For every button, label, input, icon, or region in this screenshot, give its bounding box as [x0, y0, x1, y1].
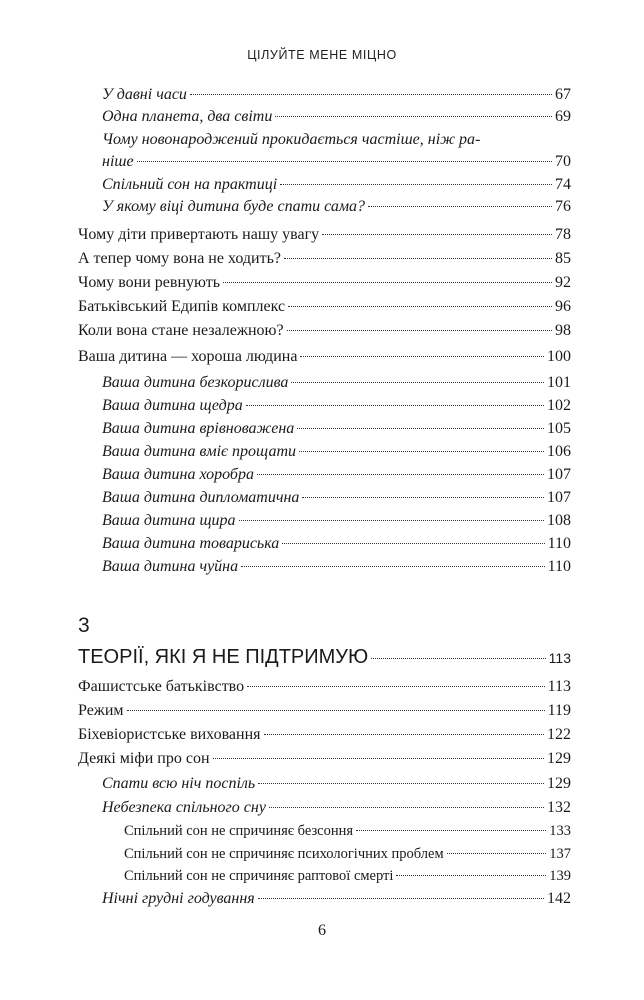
toc-leader — [287, 330, 552, 331]
toc-entry-page: 69 — [555, 108, 571, 125]
toc-entry-title: Деякі міфи про сон — [78, 750, 210, 767]
toc-entry-page: 106 — [547, 443, 571, 460]
toc-leader — [300, 356, 544, 357]
toc-entry — [78, 748, 571, 770]
toc-entry-page: 133 — [549, 823, 571, 839]
toc-entry — [102, 464, 571, 486]
toc-leader — [247, 686, 544, 687]
toc-leader — [288, 306, 552, 307]
toc-entry-page: 129 — [547, 750, 571, 767]
toc-leader — [396, 875, 546, 876]
toc-entry-title: Спільний сон не спричиняє раптової смерті — [124, 868, 394, 884]
toc-entry-title: ніше — [102, 153, 134, 170]
toc-entry — [102, 533, 571, 555]
toc-leader — [239, 520, 544, 521]
toc-entry-title: Спільний сон на практиці — [102, 176, 278, 193]
toc-leader — [137, 161, 552, 162]
toc-entry-title: А тепер чому вона не ходить? — [78, 250, 281, 267]
toc-entry-title: Чому вони ревнують — [78, 274, 221, 291]
toc-entry — [124, 820, 571, 842]
toc-entry-page: 98 — [555, 322, 571, 339]
toc-entry-page: 67 — [555, 86, 571, 103]
chapter-number: 3 — [78, 614, 90, 637]
toc-entry — [78, 700, 571, 722]
running-head: ЦІЛУЙТЕ МЕНЕ МІЦНО — [247, 48, 397, 62]
toc-entry — [78, 724, 571, 746]
toc-entry-page: 139 — [549, 868, 571, 884]
toc-leader — [371, 658, 545, 659]
toc-entry-title: Ваша дитина — хороша людина — [78, 348, 298, 365]
toc-leader — [356, 830, 546, 831]
toc-entry — [102, 196, 571, 218]
toc-entry-page: 113 — [547, 678, 571, 695]
toc-entry — [78, 248, 571, 270]
toc-entry — [102, 888, 571, 910]
toc-entry — [102, 372, 571, 394]
toc-entry-title: Ваша дитина хоробра — [102, 466, 254, 483]
toc-entry-title: Ваша дитина щедра — [102, 397, 243, 414]
toc-leader — [241, 566, 544, 567]
toc-entry-page: 74 — [555, 176, 571, 193]
toc-entry-title: Небезпека спільного сну — [102, 799, 266, 816]
toc-entry — [102, 487, 571, 509]
toc-entry — [102, 84, 571, 106]
chapter-title: ТЕОРІЇ, ЯКІ Я НЕ ПІДТРИМУЮ — [78, 646, 369, 668]
toc-entry-page: 85 — [555, 250, 571, 267]
toc-entry-title: Ваша дитина безкорислива — [102, 374, 289, 391]
toc-entry — [78, 296, 571, 318]
toc-entry-page: 76 — [555, 198, 571, 215]
toc-entry-title: Одна планета, два світи — [102, 108, 273, 125]
toc-entry-title: Режим — [78, 702, 124, 719]
toc-entry — [102, 510, 571, 532]
toc-entry-title: Спільний сон не спричиняє психологічних проблем — [124, 846, 444, 862]
toc-leader — [284, 258, 552, 259]
toc-entry-page: 137 — [549, 846, 571, 862]
toc-entry-title: Спільний сон не спричиняє безсоння — [124, 823, 354, 839]
toc-entry-page: 119 — [547, 702, 571, 719]
toc-entry — [124, 843, 571, 865]
toc-entry — [102, 556, 571, 578]
toc-leader — [322, 234, 552, 235]
toc-leader — [190, 94, 552, 95]
toc-entry-title: Спати всю ніч поспіль — [102, 775, 256, 792]
toc-leader — [223, 282, 552, 283]
toc-entry-page: 142 — [547, 890, 571, 907]
toc-entry — [124, 865, 571, 887]
toc-entry — [78, 676, 571, 698]
chapter-page: 113 — [548, 650, 571, 666]
toc-entry — [102, 773, 571, 795]
toc-entry-page: 78 — [555, 226, 571, 243]
toc-entry-page: 70 — [555, 153, 571, 170]
toc-entry-page: 122 — [547, 726, 571, 743]
page-number: 6 — [318, 922, 326, 939]
toc-leader — [447, 853, 547, 854]
toc-leader — [302, 497, 544, 498]
toc-entry-title: Біхевіористське виховання — [78, 726, 261, 743]
toc-entry-page: 108 — [547, 512, 571, 529]
toc-entry — [78, 224, 571, 246]
toc-leader — [246, 405, 544, 406]
toc-leader — [297, 428, 544, 429]
toc-leader — [368, 206, 552, 207]
toc-leader — [291, 382, 544, 383]
toc-entry-page: 96 — [555, 298, 571, 315]
table-of-contents — [78, 0, 571, 1000]
toc-entry-title-line1: Чому новонароджений прокидається частіше, ніж ра- — [102, 131, 481, 148]
toc-leader — [282, 543, 544, 544]
toc-leader — [257, 474, 544, 475]
toc-entry-page: 107 — [547, 489, 571, 506]
toc-entry-page: 102 — [547, 397, 571, 414]
toc-entry-title: У якому віці дитина буде спати сама? — [102, 198, 366, 215]
toc-entry-page: 110 — [547, 535, 571, 552]
chapter-heading — [78, 644, 571, 670]
toc-entry-title: Ваша дитина врівноважена — [102, 420, 295, 437]
toc-entry-title: У давні часи — [102, 86, 187, 103]
toc-entry-title: Ваша дитина чуйна — [102, 558, 239, 575]
toc-entry-title: Ваша дитина дипломатична — [102, 489, 300, 506]
toc-entry-page: 100 — [547, 348, 571, 365]
toc-entry-page: 107 — [547, 466, 571, 483]
toc-entry-title: Чому діти привертають нашу увагу — [78, 226, 320, 243]
toc-entry — [102, 151, 571, 173]
toc-entry-title: Ваша дитина щира — [102, 512, 236, 529]
toc-leader — [299, 451, 544, 452]
toc-entry-title: Фашистське батьківство — [78, 678, 245, 695]
toc-entry — [102, 106, 571, 128]
toc-entry — [102, 418, 571, 440]
toc-entry — [102, 797, 571, 819]
toc-entry — [102, 174, 571, 196]
toc-entry-title: Ваша дитина товариська — [102, 535, 280, 552]
toc-entry-page: 101 — [547, 374, 571, 391]
toc-entry-title: Коли вона стане незалежною? — [78, 322, 284, 339]
toc-entry — [78, 346, 571, 368]
toc-entry-page: 110 — [547, 558, 571, 575]
toc-entry-title: Ваша дитина вміє прощати — [102, 443, 297, 460]
toc-entry-page: 105 — [547, 420, 571, 437]
toc-leader — [275, 116, 552, 117]
toc-leader — [280, 184, 552, 185]
toc-entry-title: Нічні грудні годування — [102, 890, 255, 907]
toc-entry — [102, 441, 571, 463]
toc-entry — [78, 320, 571, 342]
toc-entry-page: 92 — [555, 274, 571, 291]
toc-leader — [213, 758, 544, 759]
toc-leader — [127, 710, 545, 711]
toc-leader — [258, 898, 544, 899]
toc-entry — [78, 272, 571, 294]
toc-leader — [258, 783, 544, 784]
toc-leader — [264, 734, 545, 735]
toc-entry-title: Батьківський Едипів комплекс — [78, 298, 286, 315]
toc-entry-page: 129 — [547, 775, 571, 792]
toc-entry — [102, 395, 571, 417]
toc-leader — [269, 807, 544, 808]
toc-entry-page: 132 — [547, 799, 571, 816]
